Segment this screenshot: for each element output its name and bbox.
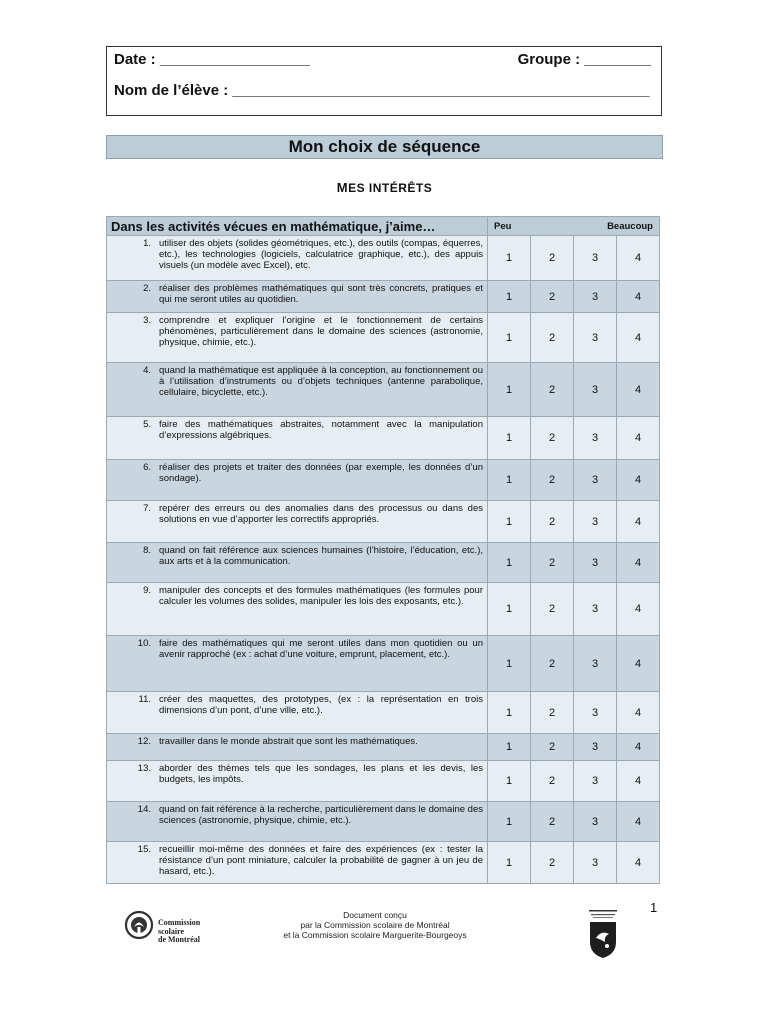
rating-option-3[interactable]: 3: [574, 802, 617, 842]
rating-option-3[interactable]: 3: [574, 417, 617, 460]
question-text: comprendre et expliquer l’origine et le fonctionnement de certains phénomènes, particulièrement dans le domaine des sciences (astronomie, physique, chimie, etc.).: [159, 315, 483, 348]
rating-option-4[interactable]: 4: [617, 543, 660, 583]
rating-option-2[interactable]: 2: [531, 501, 574, 543]
rating-option-1[interactable]: 1: [488, 417, 531, 460]
rating-option-2[interactable]: 2: [531, 734, 574, 761]
csdm-line-3: de Montréal: [158, 935, 200, 944]
question-row: [107, 363, 660, 417]
question-number: 9.: [143, 585, 151, 596]
rating-option-4[interactable]: 4: [617, 313, 660, 363]
footer-line-3: et la Commission scolaire Marguerite-Bourgeoys: [283, 930, 467, 940]
rating-option-3[interactable]: 3: [574, 842, 617, 884]
question-text-cell: [107, 543, 488, 583]
rating-option-2[interactable]: 2: [531, 802, 574, 842]
footer-line-1: Document conçu: [343, 910, 407, 920]
question-text: travailler dans le monde abstrait que sont les mathématiques.: [159, 736, 418, 747]
rating-option-4[interactable]: 4: [617, 802, 660, 842]
question-row: [107, 313, 660, 363]
student-info-box: [106, 46, 662, 116]
question-row: [107, 734, 660, 761]
page-number: 1: [650, 900, 658, 915]
question-text: manipuler des concepts et des formules mathématiques (les formules pour calculer les volumes des solides, manipuler les lois des exposants, etc.).: [159, 585, 483, 607]
question-text: repérer des erreurs ou des anomalies dans des processus ou dans des solutions en vue d’apporter les correctifs appropriés.: [159, 503, 483, 525]
rating-option-2[interactable]: 2: [531, 636, 574, 692]
interest-questionnaire: [106, 216, 660, 884]
rating-option-2[interactable]: 2: [531, 692, 574, 734]
rating-option-2[interactable]: 2: [531, 842, 574, 884]
rating-option-3[interactable]: 3: [574, 313, 617, 363]
question-row: [107, 636, 660, 692]
question-text-cell: [107, 636, 488, 692]
rating-option-2[interactable]: 2: [531, 417, 574, 460]
question-number: 13.: [137, 763, 151, 774]
rating-option-1[interactable]: 1: [488, 692, 531, 734]
rating-option-2[interactable]: 2: [531, 543, 574, 583]
csdm-emblem-icon: [124, 910, 154, 940]
rating-option-2[interactable]: 2: [531, 460, 574, 501]
question-text-cell: [107, 692, 488, 734]
rating-option-2[interactable]: 2: [531, 583, 574, 636]
question-text: recueillir moi-même des données et faire des expériences (ex : tester la résistance d’un pont miniature, calculer la probabilité de gagner à un jeu de hasard, etc.).: [159, 844, 483, 877]
rating-option-1[interactable]: 1: [488, 313, 531, 363]
csdm-logo: [122, 905, 242, 951]
question-text-cell: [107, 583, 488, 636]
question-row: [107, 460, 660, 501]
question-row: [107, 236, 660, 281]
question-number: 2.: [143, 283, 151, 294]
question-text-cell: [107, 734, 488, 761]
rating-option-1[interactable]: 1: [488, 501, 531, 543]
question-text-cell: [107, 417, 488, 460]
question-text-cell: [107, 236, 488, 281]
question-number: 3.: [143, 315, 151, 326]
question-text: quand on fait référence aux sciences humaines (l’histoire, l’éducation, etc.), aux arts et à la communication.: [159, 545, 483, 567]
question-number: 8.: [143, 545, 151, 556]
question-text: quand la mathématique est appliquée à la conception, au fonctionnement ou à l’utilisation d’instruments ou d’objets techniques (antenne parabolique, cellulaire, bicyclette, etc.).: [159, 365, 483, 398]
question-number: 5.: [143, 419, 151, 430]
question-number: 11.: [138, 694, 151, 705]
question-row: [107, 417, 660, 460]
rating-option-1[interactable]: 1: [488, 761, 531, 802]
question-text: quand on fait référence à la recherche, particulièrement dans le domaine des sciences (astronomie, physique, chimie, etc.).: [159, 804, 483, 826]
question-row: [107, 761, 660, 802]
rating-option-1[interactable]: 1: [488, 734, 531, 761]
question-row: [107, 802, 660, 842]
rating-option-4[interactable]: 4: [617, 583, 660, 636]
rating-option-2[interactable]: 2: [531, 281, 574, 313]
rating-option-1[interactable]: 1: [488, 460, 531, 501]
cs-marguerite-bourgeoys-logo-icon: [587, 908, 619, 960]
rating-option-3[interactable]: 3: [574, 543, 617, 583]
date-field[interactable]: Date : __________________: [114, 51, 311, 68]
rating-option-4[interactable]: 4: [617, 281, 660, 313]
student-name-field[interactable]: Nom de l’élève : __________________________________________________: [114, 82, 650, 99]
group-field[interactable]: Groupe : ________: [517, 51, 651, 68]
rating-option-4[interactable]: 4: [617, 417, 660, 460]
rating-option-4[interactable]: 4: [617, 363, 660, 417]
question-number: 12.: [137, 736, 151, 747]
question-text: créer des maquettes, des prototypes, (ex : la représentation en trois dimensions d’un pont, d’une ville, etc.).: [159, 694, 483, 716]
rating-option-1[interactable]: 1: [488, 281, 531, 313]
rating-option-2[interactable]: 2: [531, 313, 574, 363]
rating-option-4[interactable]: 4: [617, 236, 660, 281]
rating-option-1[interactable]: 1: [488, 842, 531, 884]
question-text: utiliser des objets (solides géométriques, etc.), des outils (compas, équerres, etc.), les technologies (logiciels, calculatrice graphique, etc.), des appuis visuels (un modèle avec Excel), etc.: [159, 238, 483, 271]
rating-option-3[interactable]: 3: [574, 281, 617, 313]
page-title: Mon choix de séquence: [106, 135, 663, 159]
rating-option-3[interactable]: 3: [574, 761, 617, 802]
rating-option-3[interactable]: 3: [574, 734, 617, 761]
rating-option-3[interactable]: 3: [574, 501, 617, 543]
footer-credit: [255, 910, 495, 940]
scale-high-label: Beaucoup: [574, 217, 660, 236]
rating-option-1[interactable]: 1: [488, 236, 531, 281]
question-row: [107, 842, 660, 884]
question-number: 6.: [143, 462, 151, 473]
subtitle-rest: ES INTÉRÊTS: [348, 181, 433, 195]
rating-option-3[interactable]: 3: [574, 363, 617, 417]
rating-option-1[interactable]: 1: [488, 636, 531, 692]
rating-option-1[interactable]: 1: [488, 802, 531, 842]
question-text-cell: [107, 313, 488, 363]
question-text: aborder des thèmes tels que les sondages, les plans et les devis, les budgets, les impôts.: [159, 763, 483, 785]
scale-spacer: [531, 217, 574, 236]
rating-option-3[interactable]: 3: [574, 460, 617, 501]
rating-option-1[interactable]: 1: [488, 363, 531, 417]
table-lead-heading: Dans les activités vécues en mathématique, j’aime…: [107, 217, 488, 236]
question-row: [107, 583, 660, 636]
question-text-cell: [107, 460, 488, 501]
question-row: [107, 281, 660, 313]
question-row: [107, 692, 660, 734]
rating-option-2[interactable]: 2: [531, 363, 574, 417]
footer-line-2: par la Commission scolaire de Montréal: [300, 920, 450, 930]
rating-option-2[interactable]: 2: [531, 761, 574, 802]
rating-option-4[interactable]: 4: [617, 734, 660, 761]
questionnaire-body: [107, 236, 660, 884]
question-number: 4.: [143, 365, 151, 376]
question-text: réaliser des problèmes mathématiques qui sont très concrets, pratiques et qui me seront utiles au quotidien.: [159, 283, 483, 305]
csdm-logo-text: [158, 919, 200, 945]
question-text-cell: [107, 842, 488, 884]
question-text: réaliser des projets et traiter des données (par exemple, les données d’un sondage).: [159, 462, 483, 484]
rating-option-3[interactable]: 3: [574, 692, 617, 734]
rating-option-4[interactable]: 4: [617, 460, 660, 501]
question-number: 15.: [137, 844, 151, 855]
table-header-row: [107, 217, 660, 236]
rating-option-1[interactable]: 1: [488, 583, 531, 636]
rating-option-2[interactable]: 2: [531, 236, 574, 281]
question-text: faire des mathématiques qui me seront utiles dans mon quotidien ou un avenir rapproché (ex : achat d’une voiture, emprunt, placement, etc.).: [159, 638, 483, 660]
rating-option-3[interactable]: 3: [574, 583, 617, 636]
question-text-cell: [107, 281, 488, 313]
rating-option-4[interactable]: 4: [617, 501, 660, 543]
csdm-line-1: Commission: [158, 918, 201, 927]
scale-low-label: Peu: [488, 217, 531, 236]
question-row: [107, 543, 660, 583]
question-text-cell: [107, 363, 488, 417]
question-number: 7.: [143, 503, 151, 514]
rating-option-3[interactable]: 3: [574, 236, 617, 281]
rating-option-4[interactable]: 4: [617, 761, 660, 802]
subtitle-initial: M: [336, 180, 349, 195]
question-number: 10.: [137, 638, 151, 649]
section-subtitle: [106, 180, 663, 195]
rating-option-3[interactable]: 3: [574, 636, 617, 692]
rating-option-1[interactable]: 1: [488, 543, 531, 583]
question-text-cell: [107, 761, 488, 802]
question-text-cell: [107, 501, 488, 543]
rating-option-4[interactable]: 4: [617, 842, 660, 884]
question-number: 1.: [143, 238, 151, 249]
rating-option-4[interactable]: 4: [617, 692, 660, 734]
question-text: faire des mathématiques abstraites, notamment avec la manipulation d’expressions algébriques.: [159, 419, 483, 441]
question-row: [107, 501, 660, 543]
question-text-cell: [107, 802, 488, 842]
csdm-line-2: scolaire: [158, 926, 185, 936]
rating-option-4[interactable]: 4: [617, 636, 660, 692]
question-number: 14.: [137, 804, 151, 815]
